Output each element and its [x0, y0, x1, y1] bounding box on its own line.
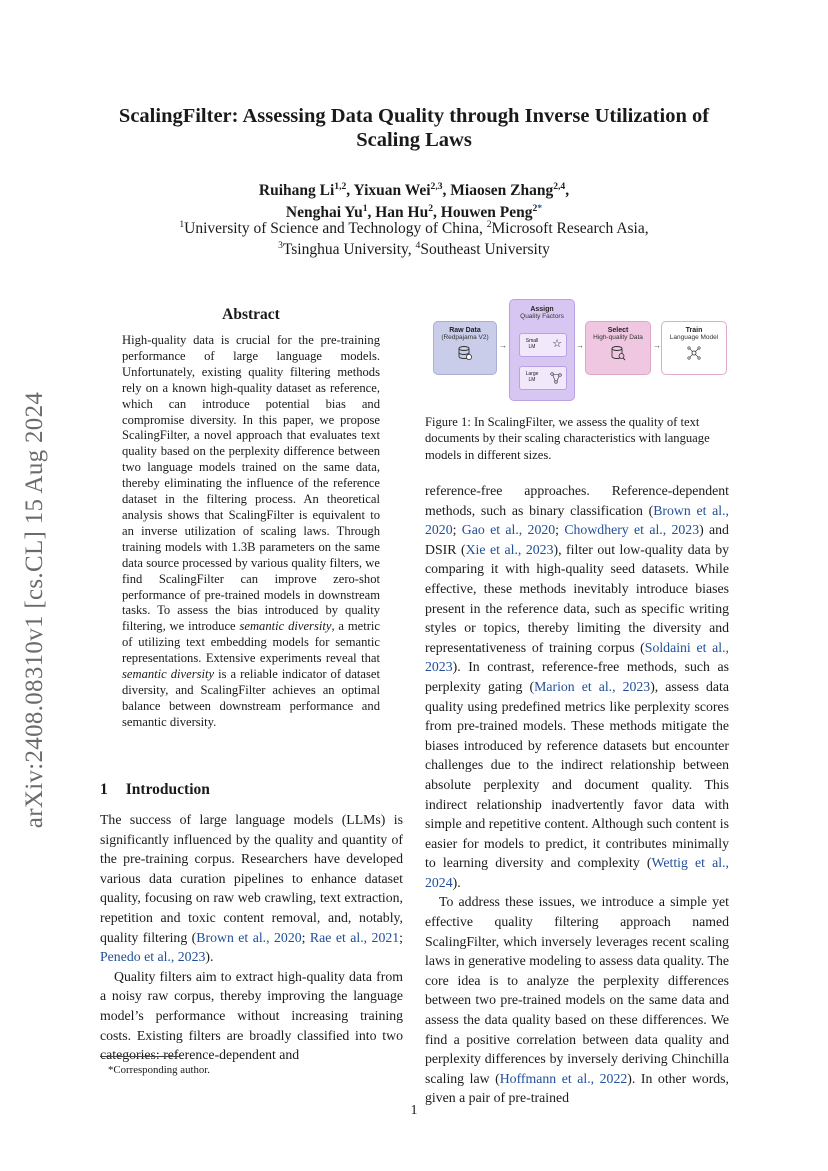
citation-link[interactable]: Marion et al., 2023 [534, 678, 651, 694]
author-name: Nenghai Yu [285, 204, 363, 221]
assign-title: Assign [530, 306, 554, 313]
affiliations [100, 218, 728, 260]
abstract-emphasis: semantic diversity [122, 667, 215, 682]
author-affil-sup: 1,2 [334, 180, 347, 192]
small-lm-label: Small LM [525, 338, 539, 350]
body-text: The success of large language models (LLMs) is significantly influenced by the quality and quantity of the pre-training corpus. Researchers have developed various data curation pipelines to enhance dataset quality, focusing on raw web crawling, text extraction, repetition and toxic content removal, and, notably, quality filtering ( [100, 812, 403, 945]
citation-link[interactable]: Wettig et al., 2024 [425, 855, 729, 890]
author-separator: , [442, 182, 451, 199]
author-separator: , [565, 182, 570, 199]
affil-sup: 2 [486, 218, 492, 230]
affiliation: Southeast University [420, 241, 550, 258]
affil-sup: 4 [415, 239, 421, 251]
citation-separator: ; [301, 929, 310, 945]
paper-title: ScalingFilter: Assessing Data Quality through Inverse Utilization of Scaling Laws [118, 105, 710, 151]
footnote: *Corresponding author. [108, 1064, 210, 1076]
database-icon [457, 345, 473, 361]
citation-link[interactable]: Chowdhery et al., 2023 [564, 522, 700, 538]
affil-sup: 1 [179, 218, 185, 230]
intro-paragraph: Quality filters aim to extract high-quality data from a noisy raw corpus, thereby improving the language model’s performance without increasing training costs. Existing filters are broadly classified into two categories: reference-dependent and [100, 968, 403, 1063]
citation-link[interactable]: Soldaini et al., 2023 [425, 639, 729, 675]
select-subtitle: High-quality Data [593, 334, 643, 341]
train-model-box [661, 321, 727, 375]
author-name: Han Hu [375, 204, 429, 221]
abstract-body [122, 333, 380, 731]
section-title: Introduction [125, 781, 210, 798]
intro-paragraph [425, 892, 729, 1108]
arxiv-identifier-text: arXiv:2408.08310v1 [cs.CL] 15 Aug 2024 [21, 391, 48, 829]
affiliation: University of Science and Technology of China, [184, 220, 487, 237]
author-name: Houwen Peng [440, 204, 533, 221]
abstract-emphasis: semantic diversity [239, 619, 332, 634]
arrow-icon: → [576, 341, 584, 350]
author-affil-sup: 2,3 [430, 180, 443, 192]
body-text: ). In contrast, reference-free methods, such as perplexity gating ( [425, 659, 729, 694]
author-separator: , [346, 182, 354, 199]
body-text: ). [205, 949, 214, 965]
corresponding-author-mark[interactable]: * [537, 202, 543, 214]
intro-paragraph [100, 810, 403, 967]
select-data-box [585, 321, 651, 375]
assign-subtitle: Quality Factors [520, 313, 564, 320]
intro-right-column [425, 481, 729, 1108]
brain-network-icon [686, 345, 702, 361]
abstract-text: High-quality data is crucial for the pre-training performance of large language models. Unfortunately, existing quality filtering methods rely on a known high-quality dataset as reference, which can introduce potential bias and compromise diversity. In this paper, we propose ScalingFilter, a novel approach that evaluates text quality based on the perplexity difference between two language models trained on the same data, thereby eliminating the influence of the reference dataset in the filtering process. An theoretical analysis shows that ScalingFilter is equivalent to an inverse utilization of scaling laws. Through training models with 1.3B parameters on the same data source processed by various quality filters, we find ScalingFilter can improve zero-shot performance of pre-trained models in downstream tasks. To assess the bias introduced by quality filtering, we introduce [122, 333, 380, 634]
abstract-paragraph [122, 333, 380, 731]
figure-1-diagram [425, 297, 729, 407]
train-subtitle: Language Model [669, 334, 719, 341]
section-heading [100, 781, 210, 799]
affiliation: Microsoft Research Asia, [491, 220, 649, 237]
network-icon [550, 372, 562, 384]
arrow-icon: → [653, 341, 661, 350]
body-text: ). [452, 874, 461, 890]
abstract-heading: Abstract [222, 306, 280, 323]
page-number: 1 [410, 1103, 418, 1118]
train-title: Train [685, 327, 703, 334]
section-number: 1 [100, 781, 108, 798]
author-name: Ruihang Li [258, 182, 335, 199]
author-affil-sup: 2 [428, 202, 434, 214]
affiliation: Tsinghua University, [282, 241, 416, 258]
abstract-text: , a metric of utilizing text embedding models for semantic representations. Extensive experiments reveal that [122, 619, 381, 666]
body-text: ), assess data quality using predefined metrics like perplexity scores from pre-trained models. These methods mitigate the biases introduced by reference datasets but encounter challenges due to the indirect relationship between absolute perplexity and document quality. This indirect relationship inadvertently favor data with simple and repetitive content. Although such content is easier for models to predict, it contributes minimally to learning diversity and complexity ( [425, 678, 729, 871]
citation-link[interactable]: Hoffmann et al., 2022 [499, 1070, 628, 1086]
raw-data-subtitle: (Redpajama V2) [441, 334, 489, 341]
body-text: ) and DSIR ( [425, 522, 729, 557]
citation-link[interactable]: Gao et al., 2020 [461, 522, 556, 538]
citation-link[interactable]: Brown et al., 2020 [425, 502, 729, 538]
citation-separator: ; [452, 522, 462, 538]
citation-link[interactable]: Rae et al., 2021 [309, 929, 400, 945]
assign-quality-box [509, 299, 575, 401]
raw-data-box [433, 321, 497, 375]
citation-link[interactable]: Xie et al., 2023 [465, 541, 554, 557]
select-title: Select [607, 327, 629, 334]
large-lm-label: Large LM [525, 371, 539, 383]
sparkle-icon: ☆ [552, 338, 562, 350]
author-separator: , [367, 204, 376, 221]
database-search-icon [610, 345, 626, 361]
citation-link[interactable]: Penedo et al., 2023 [100, 949, 206, 965]
citation-link[interactable]: Brown et al., 2020 [196, 929, 302, 945]
author-affil-sup: 2,4 [553, 180, 566, 192]
footnote-rule [100, 1056, 180, 1057]
large-lm-box [519, 366, 567, 390]
intro-left-column [100, 810, 403, 1065]
small-lm-box [519, 333, 567, 357]
author-affil-sup: 1 [362, 202, 368, 214]
body-text: To address these issues, we introduce a simple yet effective quality filtering approach named ScalingFilter, which inversely leverages recent scaling laws in generative modeling to assess data quality. The core idea is to analyze the perplexity differences between two pre-trained models on the same data and assess the data quality based on these differences. We find a positive correlation between data quality and perplexity differences by inversely deriving Chinchilla scaling law ( [425, 894, 729, 1086]
author-separator: , [433, 204, 441, 221]
affil-sup: 3 [278, 239, 283, 251]
body-text: reference-free approaches. Reference-dependent methods, such as binary classification ( [425, 483, 729, 518]
author-name: Miaosen Zhang [450, 182, 554, 199]
raw-data-title: Raw Data [449, 327, 481, 334]
abstract-text: is a reliable indicator of dataset diversity, and ScalingFilter achieves an optimal balance between downstream performance and semantic diversity. [122, 667, 381, 729]
intro-paragraph [425, 481, 729, 892]
citation-separator: ; [399, 929, 403, 945]
arxiv-identifier [0, 360, 70, 860]
citation-separator: ; [555, 522, 565, 538]
body-text: ). In other words, given a pair of pre-trained [425, 1070, 729, 1106]
arrow-icon: → [499, 341, 507, 350]
author-affil-sup: 2 [532, 202, 538, 214]
author-name: Yixuan Wei [353, 182, 431, 199]
figure-1-caption: Figure 1: In ScalingFilter, we assess the quality of text documents by their scaling characteristics with language models in different sizes. [425, 415, 710, 462]
body-text: ), filter out low-quality data by comparing it with high-quality seed datasets. While effective, these methods inevitably introduce biases present in the reference data, such as specific writing styles or topics, thereby limiting the diversity and representativeness of training corpus ( [425, 541, 729, 655]
